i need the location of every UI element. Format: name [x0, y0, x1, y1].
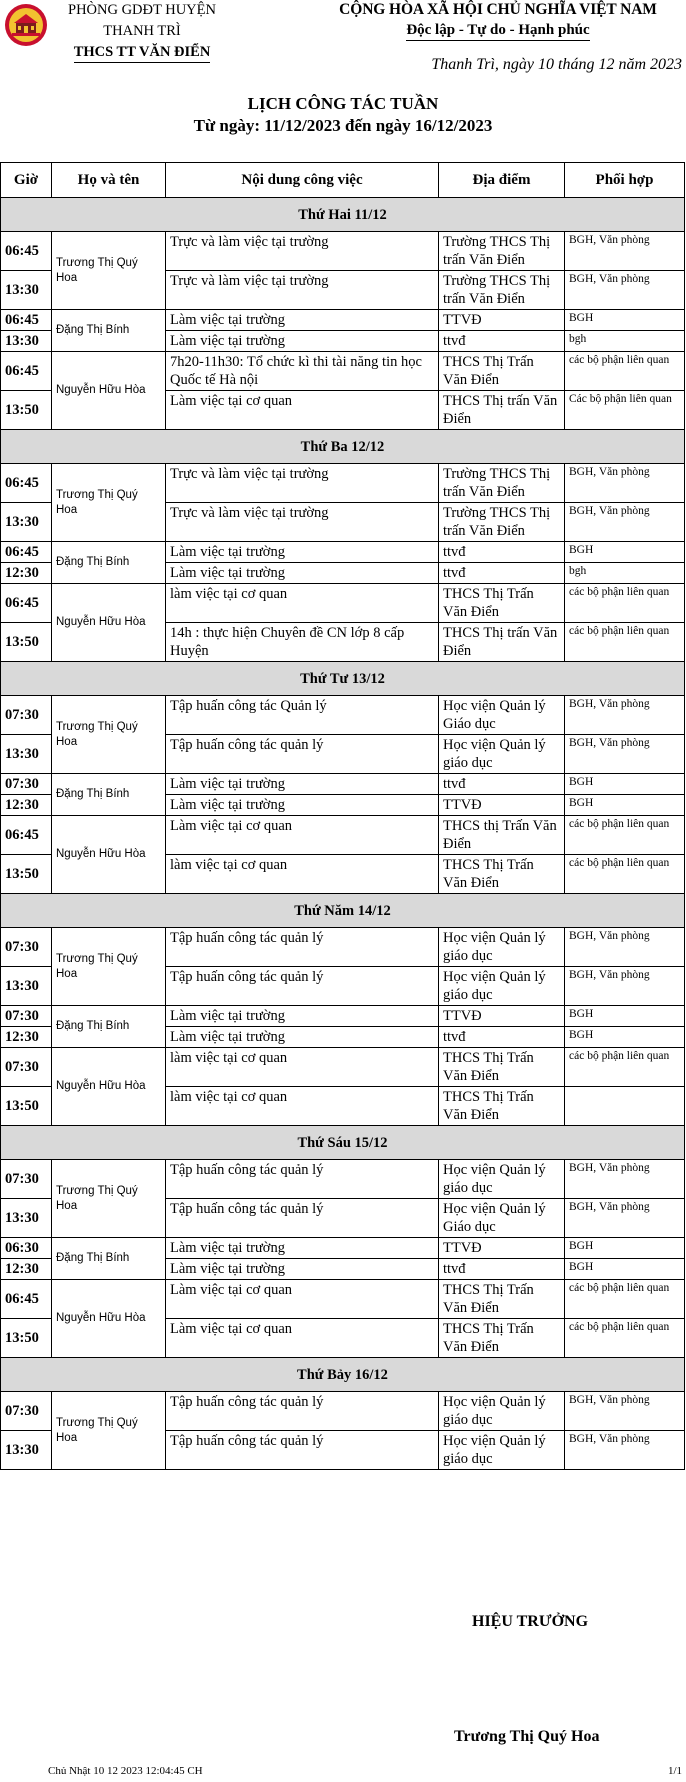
place-cell: ttvđ	[439, 542, 565, 563]
place-cell: Học viện Quản lý giáo dục	[439, 1431, 565, 1470]
task-cell: Tập huấn công tác quản lý	[166, 967, 439, 1006]
coordination-cell: BGH, Văn phòng	[565, 696, 685, 735]
place-cell: THCS Thị Trấn Văn Điển	[439, 352, 565, 391]
coordination-cell: các bộ phận liên quan	[565, 352, 685, 391]
place-cell: ttvđ	[439, 774, 565, 795]
place-cell: Học viện Quản lý Giáo dục	[439, 696, 565, 735]
person-name-cell: Trương Thị Quý Hoa	[52, 1160, 166, 1238]
time-cell: 07:30	[1, 1048, 52, 1087]
school-logo-icon	[4, 3, 48, 47]
coordination-cell: BGH, Văn phòng	[565, 967, 685, 1006]
time-cell: 06:45	[1, 542, 52, 563]
coordination-cell: các bộ phận liên quan	[565, 1319, 685, 1358]
org-header	[52, 0, 232, 63]
task-cell: Trực và làm việc tại trường	[166, 464, 439, 503]
place-cell: TTVĐ	[439, 1238, 565, 1259]
page-title: LỊCH CÔNG TÁC TUẦN	[247, 94, 439, 113]
time-cell: 12:30	[1, 795, 52, 816]
task-cell: Tập huấn công tác quản lý	[166, 1431, 439, 1470]
coordination-cell: bgh	[565, 331, 685, 352]
time-cell: 07:30	[1, 1160, 52, 1199]
task-cell: Làm việc tại cơ quan	[166, 816, 439, 855]
table-row	[1, 352, 685, 391]
coordination-cell: bgh	[565, 563, 685, 584]
time-cell: 06:45	[1, 584, 52, 623]
coordination-cell: BGH	[565, 1238, 685, 1259]
column-header: Họ và tên	[52, 163, 166, 198]
coordination-cell: BGH, Văn phòng	[565, 1199, 685, 1238]
coordination-cell: BGH, Văn phòng	[565, 271, 685, 310]
place-cell: Học viện Quản lý giáo dục	[439, 1392, 565, 1431]
time-cell: 06:45	[1, 310, 52, 331]
coordination-cell: các bộ phận liên quan	[565, 584, 685, 623]
day-row	[1, 662, 685, 696]
time-cell: 13:50	[1, 855, 52, 894]
coordination-cell: BGH	[565, 1259, 685, 1280]
place-cell: TTVĐ	[439, 1006, 565, 1027]
person-name-cell: Trương Thị Quý Hoa	[52, 464, 166, 542]
footer-timestamp: Chủ Nhật 10 12 2023 12:04:45 CH	[48, 1765, 203, 1777]
column-header: Giờ	[1, 163, 52, 198]
time-cell: 13:30	[1, 503, 52, 542]
place-cell: Học viện Quản lý Giáo dục	[439, 1199, 565, 1238]
person-name-cell: Đặng Thị Bính	[52, 774, 166, 816]
place-cell: THCS Thị Trấn Văn Điển	[439, 1048, 565, 1087]
table-row	[1, 774, 685, 795]
coordination-cell: Các bộ phận liên quan	[565, 391, 685, 430]
place-cell: THCS Thị trấn Văn Điển	[439, 391, 565, 430]
place-cell: THCS Thị trấn Văn Điển	[439, 623, 565, 662]
time-cell: 13:50	[1, 1087, 52, 1126]
task-cell: Làm việc tại trường	[166, 774, 439, 795]
table-row	[1, 1006, 685, 1027]
table-row	[1, 928, 685, 967]
place-cell: Trường THCS Thị trấn Văn Điển	[439, 232, 565, 271]
place-cell: Học viện Quản lý giáo dục	[439, 928, 565, 967]
footer-page-number: 1/1	[667, 1765, 682, 1777]
table-header-row	[1, 163, 685, 198]
coordination-cell: BGH, Văn phòng	[565, 503, 685, 542]
task-cell: Làm việc tại trường	[166, 542, 439, 563]
coordination-cell: các bộ phận liên quan	[565, 623, 685, 662]
coordination-cell: các bộ phận liên quan	[565, 816, 685, 855]
day-label: Thứ Bảy 16/12	[1, 1358, 685, 1392]
person-name-cell: Đặng Thị Bính	[52, 542, 166, 584]
place-cell: THCS Thị Trấn Văn Điển	[439, 1087, 565, 1126]
person-name-cell: Nguyễn Hữu Hòa	[52, 1048, 166, 1126]
coordination-cell: BGH, Văn phòng	[565, 1392, 685, 1431]
coordination-cell: các bộ phận liên quan	[565, 1048, 685, 1087]
coordination-cell: BGH	[565, 795, 685, 816]
time-cell: 12:30	[1, 563, 52, 584]
column-header: Địa điểm	[439, 163, 565, 198]
place-cell: THCS thị Trấn Văn Điển	[439, 816, 565, 855]
time-cell: 06:45	[1, 1280, 52, 1319]
table-row	[1, 464, 685, 503]
task-cell: Làm việc tại trường	[166, 563, 439, 584]
table-row	[1, 816, 685, 855]
signature-title: HIỆU TRƯỞNG	[472, 1613, 589, 1630]
task-cell: Trực và làm việc tại trường	[166, 271, 439, 310]
person-name-cell: Đặng Thị Bính	[52, 310, 166, 352]
place-cell: Trường THCS Thị trấn Văn Điển	[439, 503, 565, 542]
date-line: Thanh Trì, ngày 10 tháng 12 năm 2023	[431, 56, 682, 73]
time-cell: 06:45	[1, 232, 52, 271]
coordination-cell: BGH	[565, 774, 685, 795]
coordination-cell: BGH	[565, 310, 685, 331]
place-cell: THCS Thị Trấn Văn Điển	[439, 1280, 565, 1319]
signature-name: Trương Thị Quý Hoa	[454, 1728, 600, 1745]
table-row	[1, 584, 685, 623]
coordination-cell: BGH, Văn phòng	[565, 735, 685, 774]
coordination-cell: BGH, Văn phòng	[565, 232, 685, 271]
table-row	[1, 1392, 685, 1431]
place-cell: Học viện Quản lý giáo dục	[439, 735, 565, 774]
task-cell: Làm việc tại cơ quan	[166, 391, 439, 430]
task-cell: Làm việc tại trường	[166, 331, 439, 352]
coordination-cell: BGH	[565, 542, 685, 563]
time-cell: 07:30	[1, 1392, 52, 1431]
time-cell: 06:45	[1, 352, 52, 391]
task-cell: Làm việc tại trường	[166, 1259, 439, 1280]
time-cell: 13:50	[1, 623, 52, 662]
day-label: Thứ Ba 12/12	[1, 430, 685, 464]
time-cell: 06:45	[1, 816, 52, 855]
task-cell: làm việc tại cơ quan	[166, 1048, 439, 1087]
day-label: Thứ Năm 14/12	[1, 894, 685, 928]
time-cell: 12:30	[1, 1259, 52, 1280]
place-cell: Trường THCS Thị trấn Văn Điển	[439, 464, 565, 503]
task-cell: Làm việc tại trường	[166, 310, 439, 331]
schedule-table	[0, 162, 685, 1470]
schedule-body	[1, 198, 685, 1470]
task-cell: Tập huấn công tác Quản lý	[166, 696, 439, 735]
place-cell: Trường THCS Thị trấn Văn Điển	[439, 271, 565, 310]
task-cell: làm việc tại cơ quan	[166, 584, 439, 623]
time-cell: 13:30	[1, 331, 52, 352]
day-label: Thứ Sáu 15/12	[1, 1126, 685, 1160]
person-name-cell: Nguyễn Hữu Hòa	[52, 584, 166, 662]
place-cell: Học viện Quản lý giáo dục	[439, 1160, 565, 1199]
place-cell: TTVĐ	[439, 795, 565, 816]
time-cell: 07:30	[1, 928, 52, 967]
column-header: Nội dung công việc	[166, 163, 439, 198]
task-cell: Tập huấn công tác quản lý	[166, 735, 439, 774]
place-cell: ttvđ	[439, 1027, 565, 1048]
coordination-cell: BGH, Văn phòng	[565, 464, 685, 503]
time-cell: 13:30	[1, 1431, 52, 1470]
place-cell: Học viện Quản lý giáo dục	[439, 967, 565, 1006]
person-name-cell: Trương Thị Quý Hoa	[52, 928, 166, 1006]
table-row	[1, 232, 685, 271]
place-cell: ttvđ	[439, 331, 565, 352]
nation-header	[314, 0, 682, 41]
task-cell: Làm việc tại trường	[166, 795, 439, 816]
table-row	[1, 1048, 685, 1087]
coordination-cell: BGH, Văn phòng	[565, 928, 685, 967]
time-cell: 13:50	[1, 391, 52, 430]
table-row	[1, 1238, 685, 1259]
coordination-cell: BGH, Văn phòng	[565, 1431, 685, 1470]
person-name-cell: Trương Thị Quý Hoa	[52, 1392, 166, 1470]
place-cell: TTVĐ	[439, 310, 565, 331]
person-name-cell: Nguyễn Hữu Hòa	[52, 1280, 166, 1358]
place-cell: THCS Thị Trấn Văn Điển	[439, 855, 565, 894]
place-cell: ttvđ	[439, 1259, 565, 1280]
time-cell: 13:30	[1, 967, 52, 1006]
time-cell: 07:30	[1, 774, 52, 795]
coordination-cell: BGH, Văn phòng	[565, 1160, 685, 1199]
coordination-cell: các bộ phận liên quan	[565, 1280, 685, 1319]
coordination-cell: BGH	[565, 1027, 685, 1048]
person-name-cell: Nguyễn Hữu Hòa	[52, 352, 166, 430]
coordination-cell: BGH	[565, 1006, 685, 1027]
org-line-2: THCS TT VĂN ĐIỂN	[74, 43, 211, 63]
table-row	[1, 542, 685, 563]
task-cell: Tập huấn công tác quản lý	[166, 928, 439, 967]
task-cell: Tập huấn công tác quản lý	[166, 1199, 439, 1238]
date-range: Từ ngày: 11/12/2023 đến ngày 16/12/2023	[193, 116, 493, 135]
nation-line-2: Độc lập - Tự do - Hạnh phúc	[406, 21, 589, 41]
day-row	[1, 430, 685, 464]
task-cell: Làm việc tại trường	[166, 1006, 439, 1027]
day-label: Thứ Tư 13/12	[1, 662, 685, 696]
place-cell: ttvđ	[439, 563, 565, 584]
time-cell: 13:30	[1, 1199, 52, 1238]
task-cell: Trực và làm việc tại trường	[166, 232, 439, 271]
coordination-cell: các bộ phận liên quan	[565, 855, 685, 894]
task-cell: Làm việc tại trường	[166, 1027, 439, 1048]
task-cell: 7h20-11h30: Tổ chức kì thi tài năng tin học Quốc tế Hà nội	[166, 352, 439, 391]
person-name-cell: Trương Thị Quý Hoa	[52, 696, 166, 774]
person-name-cell: Trương Thị Quý Hoa	[52, 232, 166, 310]
time-cell: 13:30	[1, 735, 52, 774]
time-cell: 13:50	[1, 1319, 52, 1358]
time-cell: 12:30	[1, 1027, 52, 1048]
task-cell: Làm việc tại cơ quan	[166, 1319, 439, 1358]
person-name-cell: Đặng Thị Bính	[52, 1238, 166, 1280]
day-row	[1, 1126, 685, 1160]
place-cell: THCS Thị Trấn Văn Điển	[439, 1319, 565, 1358]
task-cell: Tập huấn công tác quản lý	[166, 1392, 439, 1431]
task-cell: 14h : thực hiện Chuyên đề CN lớp 8 cấp Huyện	[166, 623, 439, 662]
day-label: Thứ Hai 11/12	[1, 198, 685, 232]
org-line-1: PHÒNG GDĐT HUYỆN THANH TRÌ	[68, 2, 216, 39]
person-name-cell: Nguyễn Hữu Hòa	[52, 816, 166, 894]
task-cell: Trực và làm việc tại trường	[166, 503, 439, 542]
day-row	[1, 894, 685, 928]
person-name-cell: Đặng Thị Bính	[52, 1006, 166, 1048]
task-cell: Tập huấn công tác quản lý	[166, 1160, 439, 1199]
table-row	[1, 696, 685, 735]
table-row	[1, 1160, 685, 1199]
day-row	[1, 1358, 685, 1392]
table-row	[1, 310, 685, 331]
task-cell: Làm việc tại cơ quan	[166, 1280, 439, 1319]
task-cell: làm việc tại cơ quan	[166, 855, 439, 894]
time-cell: 06:45	[1, 464, 52, 503]
nation-line-1: CỘNG HÒA XÃ HỘI CHỦ NGHĨA VIỆT NAM	[339, 1, 657, 18]
coordination-cell	[565, 1087, 685, 1126]
day-row	[1, 198, 685, 232]
time-cell: 06:30	[1, 1238, 52, 1259]
time-cell: 07:30	[1, 1006, 52, 1027]
task-cell: Làm việc tại trường	[166, 1238, 439, 1259]
place-cell: THCS Thị Trấn Văn Điển	[439, 584, 565, 623]
task-cell: làm việc tại cơ quan	[166, 1087, 439, 1126]
time-cell: 13:30	[1, 271, 52, 310]
time-cell: 07:30	[1, 696, 52, 735]
column-header: Phối hợp	[565, 163, 685, 198]
table-row	[1, 1280, 685, 1319]
